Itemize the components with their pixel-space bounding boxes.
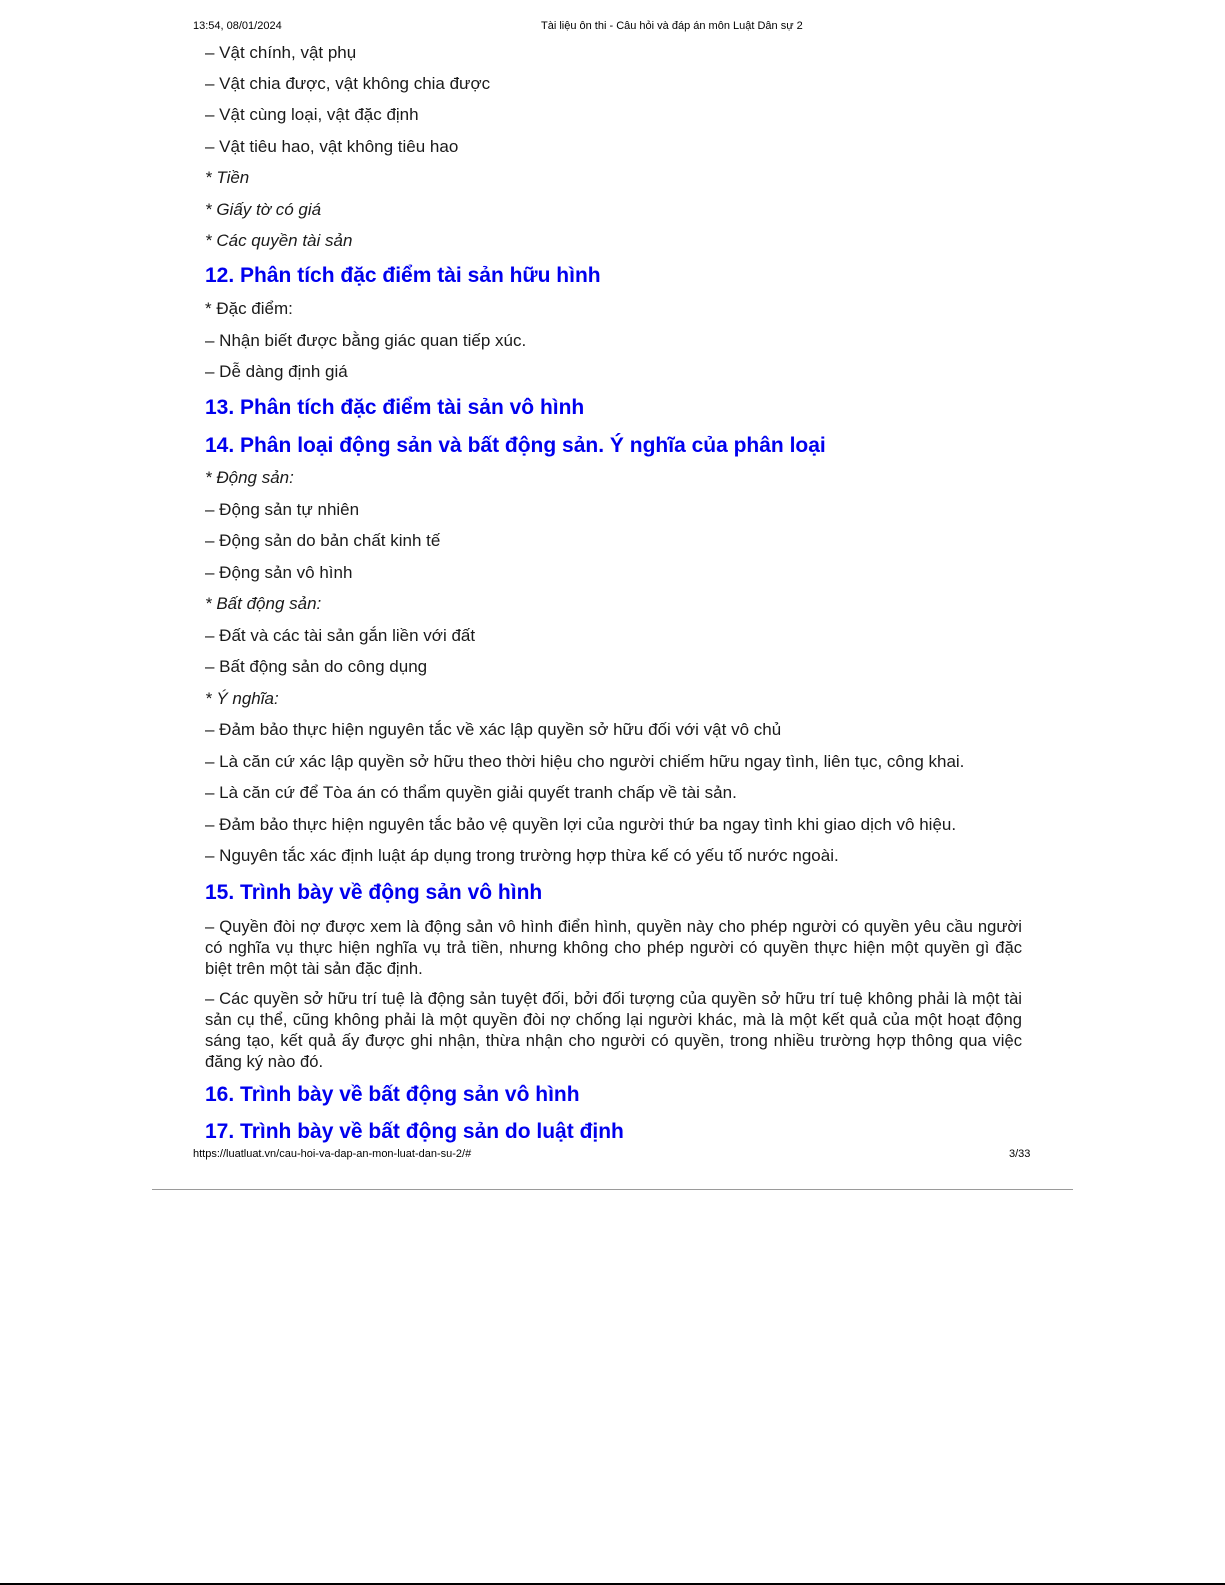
list-item: – Nhận biết được bằng giác quan tiếp xúc. — [205, 331, 527, 350]
section-heading: 12. Phân tích đặc điểm tài sản hữu hình — [205, 264, 601, 287]
list-item: * Động sản: — [205, 468, 294, 487]
list-item: * Đặc điểm: — [205, 299, 293, 318]
list-item: – Động sản vô hình — [205, 563, 353, 582]
list-item: – Nguyên tắc xác định luật áp dụng trong trường hợp thừa kế có yếu tố nước ngoài. — [205, 846, 839, 865]
print-header — [193, 20, 1033, 36]
list-item: – Là căn cứ để Tòa án có thẩm quyền giải quyết tranh chấp về tài sản. — [205, 783, 737, 802]
section-heading: 15. Trình bày về động sản vô hình — [205, 881, 543, 904]
section-heading: 16. Trình bày về bất động sản vô hình — [205, 1083, 580, 1106]
paragraph: – Quyền đòi nợ được xem là động sản vô hình điển hình, quyền này cho phép người có quyền yêu cầu người có nghĩa vụ thực hiện nghĩa vụ trả tiền, nhưng không cho phép người có quyền thực hiện một quyền gì đặc biệt trên một tài sản đặc định. — [205, 917, 1022, 978]
page-url: https://luatluat.vn/cau-hoi-va-dap-an-mon-luat-dan-su-2/# — [193, 1148, 472, 1160]
list-item: – Đất và các tài sản gắn liền với đất — [205, 626, 476, 645]
page-number: 3/33 — [1009, 1148, 1031, 1160]
section-heading: 17. Trình bày về bất động sản do luật định — [205, 1120, 624, 1143]
paragraph: – Các quyền sở hữu trí tuệ là động sản tuyệt đối, bởi đối tượng của quyền sở hữu trí tuệ không phải là một tài sản cụ thể, cũng không phải là một quyền đòi nợ chống lại người khác, mà là một kết quả của một hoạt động sáng tạo, kết quả ấy được ghi nhận, thừa nhận cho người có quyền, trong nhiều trường hợp thông qua việc đăng ký nào đó. — [205, 989, 1022, 1071]
list-item: – Bất động sản do công dụng — [205, 657, 428, 676]
list-item: * Tiền — [205, 168, 250, 187]
list-item: * Bất động sản: — [205, 594, 322, 613]
list-item: – Đảm bảo thực hiện nguyên tắc bảo vệ quyền lợi của người thứ ba ngay tình khi giao dịch vô hiệu. — [205, 815, 957, 834]
section-heading: 13. Phân tích đặc điểm tài sản vô hình — [205, 396, 585, 419]
list-item: – Động sản do bản chất kinh tế — [205, 531, 441, 550]
print-datetime: 13:54, 08/01/2024 — [193, 20, 282, 32]
list-item: – Vật chính, vật phụ — [205, 43, 357, 62]
list-item: * Giấy tờ có giá — [205, 200, 322, 219]
list-item: – Dễ dàng định giá — [205, 362, 348, 381]
list-item: * Các quyền tài sản — [205, 231, 353, 250]
list-item: – Đảm bảo thực hiện nguyên tắc về xác lập quyền sở hữu đối với vật vô chủ — [205, 720, 782, 739]
list-item: * Ý nghĩa: — [205, 689, 279, 708]
page-divider — [152, 1189, 1073, 1190]
list-item: – Là căn cứ xác lập quyền sở hữu theo thời hiệu cho người chiếm hữu ngay tình, liên tục, công khai. — [205, 752, 965, 771]
list-item: – Vật tiêu hao, vật không tiêu hao — [205, 137, 459, 156]
list-item: – Vật cùng loại, vật đặc định — [205, 105, 419, 124]
section-heading: 14. Phân loại động sản và bất động sản. Ý nghĩa của phân loại — [205, 434, 826, 457]
print-footer — [193, 1148, 1033, 1164]
print-doc-title: Tài liệu ôn thi - Câu hỏi và đáp án môn Luật Dân sự 2 — [541, 20, 803, 32]
list-item: – Vật chia được, vật không chia được — [205, 74, 491, 93]
list-item: – Động sản tự nhiên — [205, 500, 360, 519]
